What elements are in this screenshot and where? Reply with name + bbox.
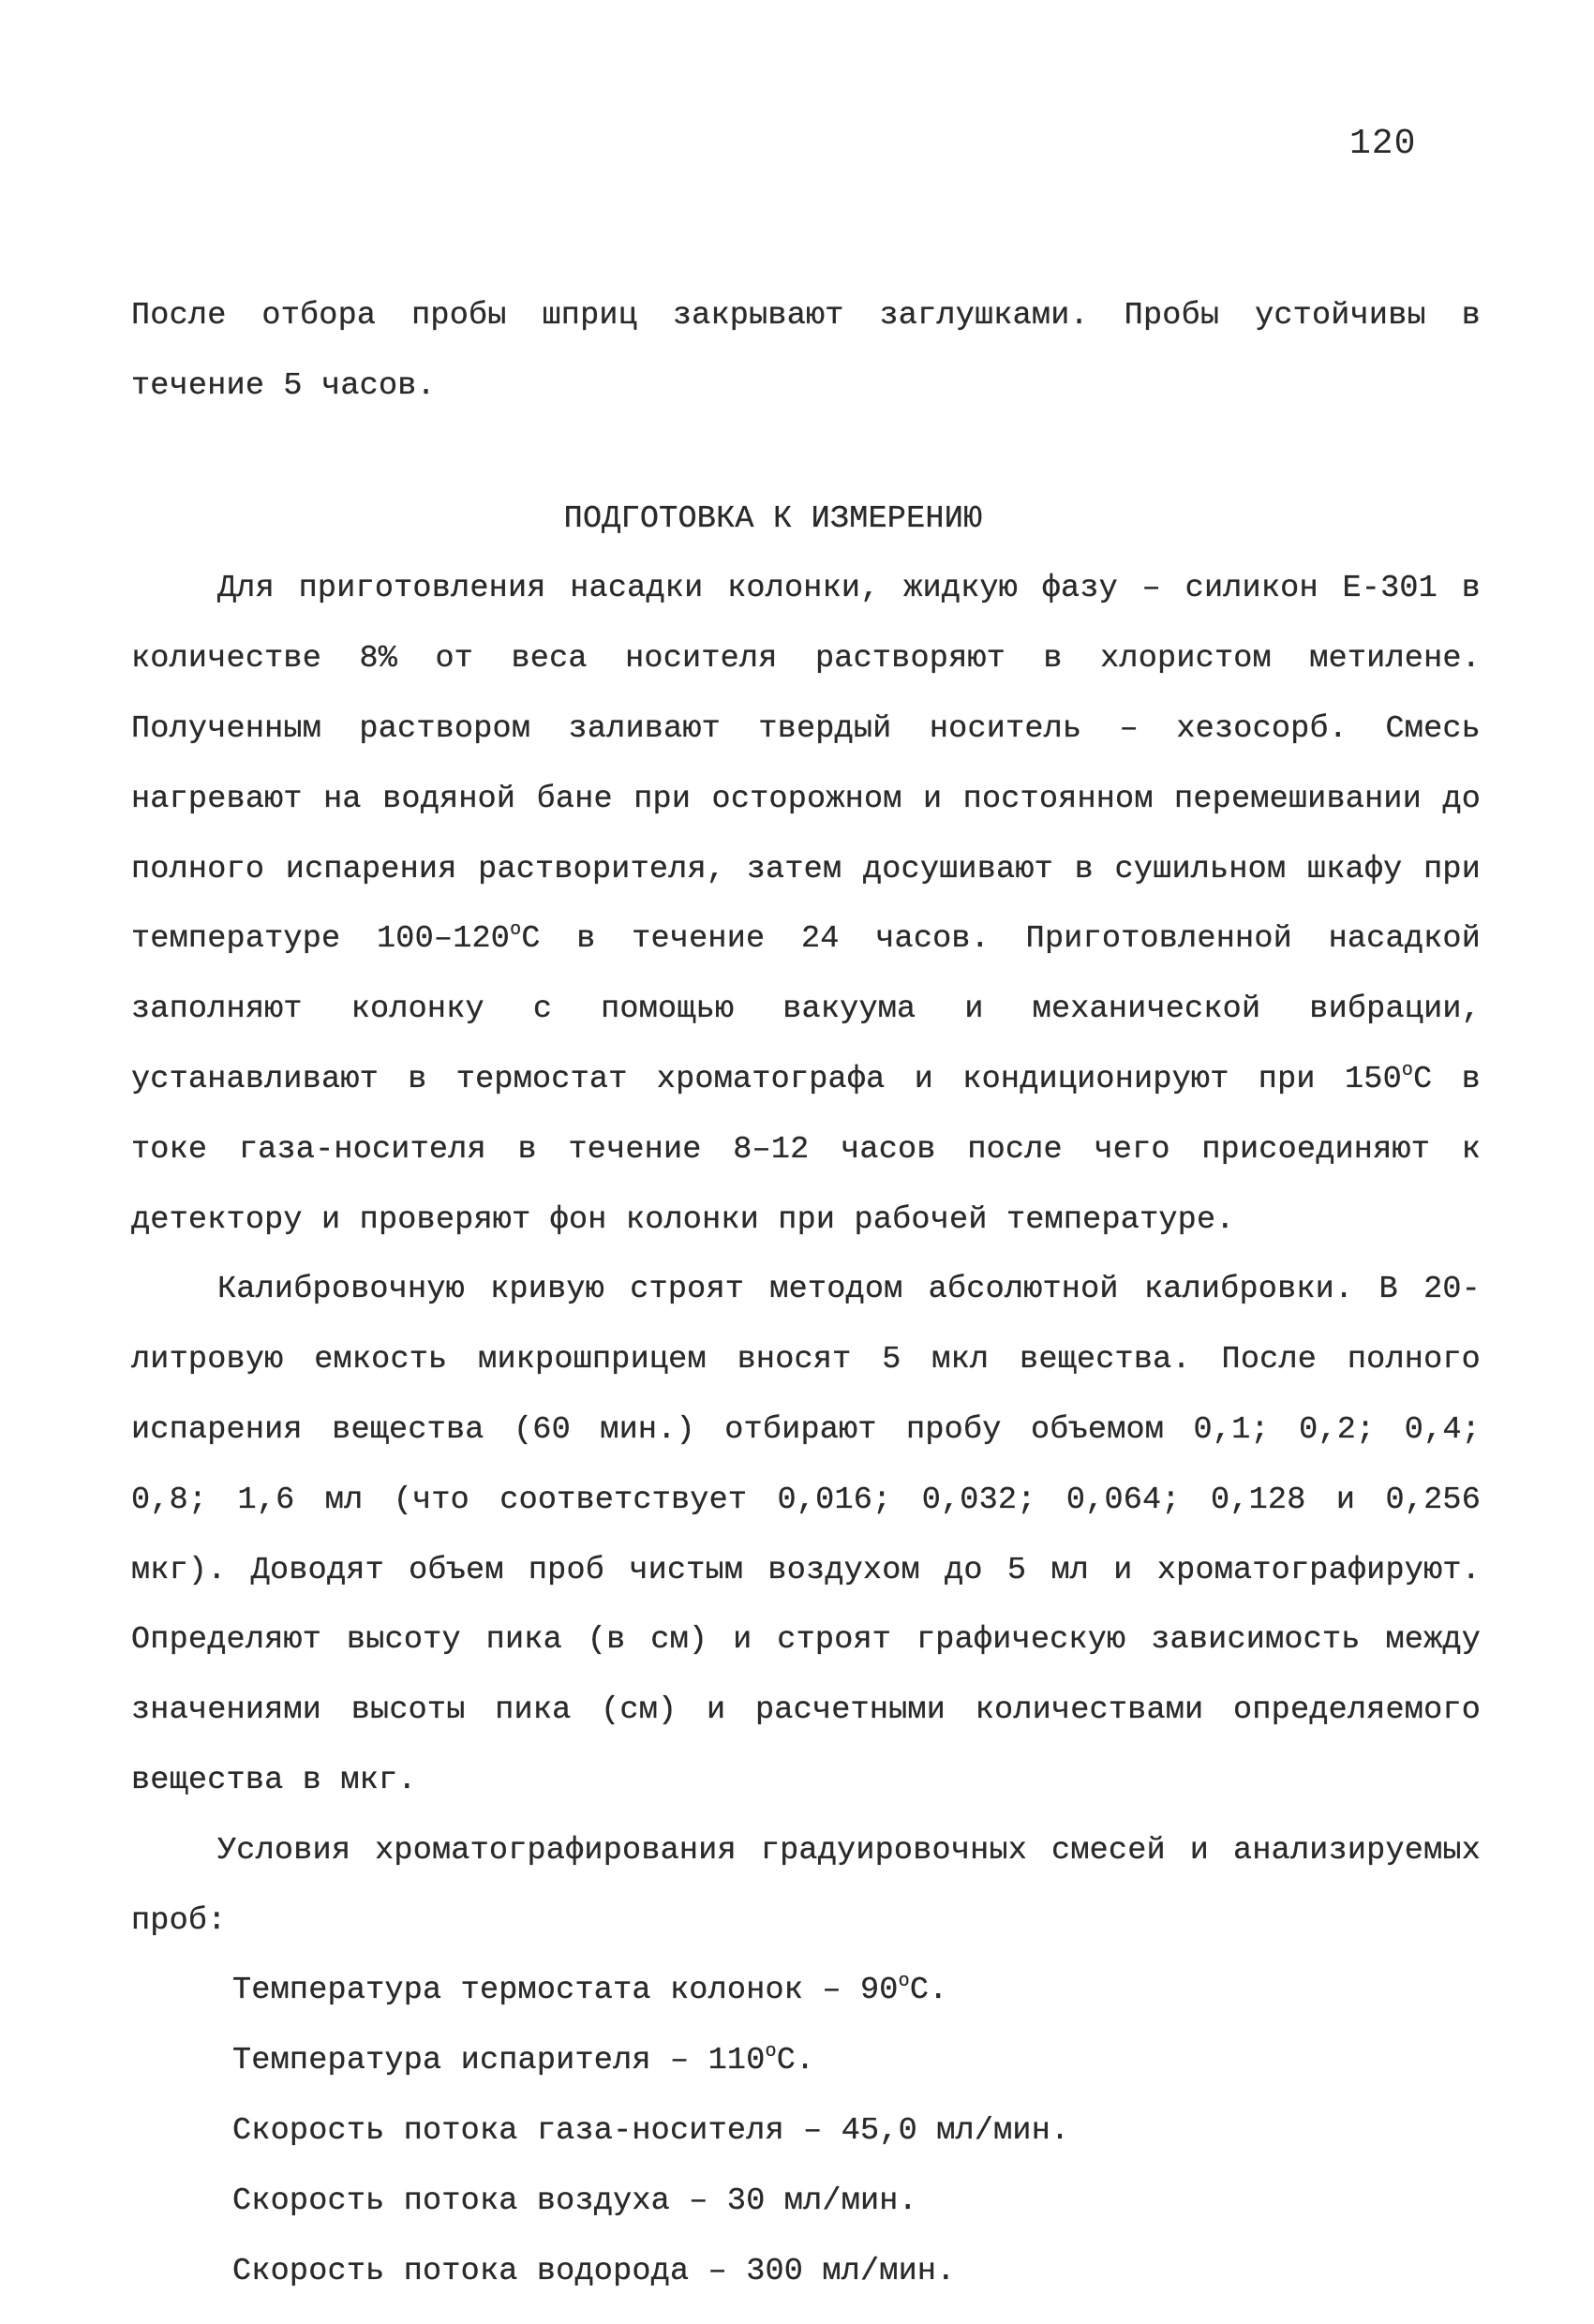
section-heading: ПОДГОТОВКА К ИЗМЕРЕНИЮ xyxy=(563,500,983,537)
degree-sign: о xyxy=(510,919,522,942)
preparation-text-part1: Для приготовления насадки колонки, жидкую фазу – силикон Е-301 в количестве 8% от веса носителя растворяют в хлористом метилене. Полученным раствором заливают твердый носитель – хезосорб. Смесь нагревают на водяной бане при осторожном и постоянном перемешивании до полного испарения растворителя, затем досушивают в сушильном шкафу при температуре 100–120 xyxy=(131,571,1481,958)
condition-column-temperature xyxy=(131,1956,1481,2026)
preparation-paragraph xyxy=(131,554,1481,1255)
document-body xyxy=(131,281,1481,2306)
conditions-intro: Условия хроматографирования градуировочных смесей и анализируемых проб: xyxy=(131,1832,1481,1939)
condition-carrier-gas-flow: Скорость потока газа-носителя – 45,0 мл/мин. xyxy=(232,2112,1070,2149)
degree-sign: о xyxy=(1401,1059,1414,1081)
condition-text: Температура термостата колонок – 90 xyxy=(232,1973,899,2009)
degree-sign: о xyxy=(898,1971,910,1993)
condition-air-flow: Скорость потока воздуха – 30 мл/мин. xyxy=(232,2182,917,2219)
degree-sign: о xyxy=(765,2041,777,2063)
intro-paragraph: После отбора пробы шприц закрывают заглушками. Пробы устойчивы в течение 5 часов. xyxy=(131,298,1481,404)
preparation-text-part2: С в течение 24 часов. Приготовленной насадкой заполняют колонку с помощью вакуума и механической вибрации, устанавливают в термостат хроматографа и кондиционируют при 150 xyxy=(131,921,1481,1097)
preparation-text-part3: С в токе газа-носителя в течение 8–12 часов после чего присоединяют к детектору и проверяют фон колонки при рабочей температуре. xyxy=(131,1061,1481,1238)
condition-evaporator-temperature xyxy=(131,2026,1481,2096)
condition-unit: С. xyxy=(909,1973,948,2009)
calibration-paragraph: Калибровочную кривую строят методом абсолютной калибровки. В 20-литровую емкость микрошприцем вносят 5 мкл вещества. После полного испарения вещества (60 мин.) отбирают пробу объемом 0,1; 0,2; 0,4; 0,8; 1,6 мл (что соответствует 0,016; 0,032; 0,064; 0,128 и 0,256 мкг). Доводят объем проб чистым воздухом до 5 мл и хроматографируют. Определяют высоту пика (в см) и строят графическую зависимость между значениями высоты пика (см) и расчетными количествами определяемого вещества в мкг. xyxy=(131,1272,1481,1798)
condition-hydrogen-flow: Скорость потока водорода – 300 мл/мин. xyxy=(232,2253,956,2289)
condition-unit: С. xyxy=(776,2043,815,2079)
page-number: 120 xyxy=(1349,124,1417,164)
condition-text: Температура испарителя – 110 xyxy=(232,2043,766,2079)
